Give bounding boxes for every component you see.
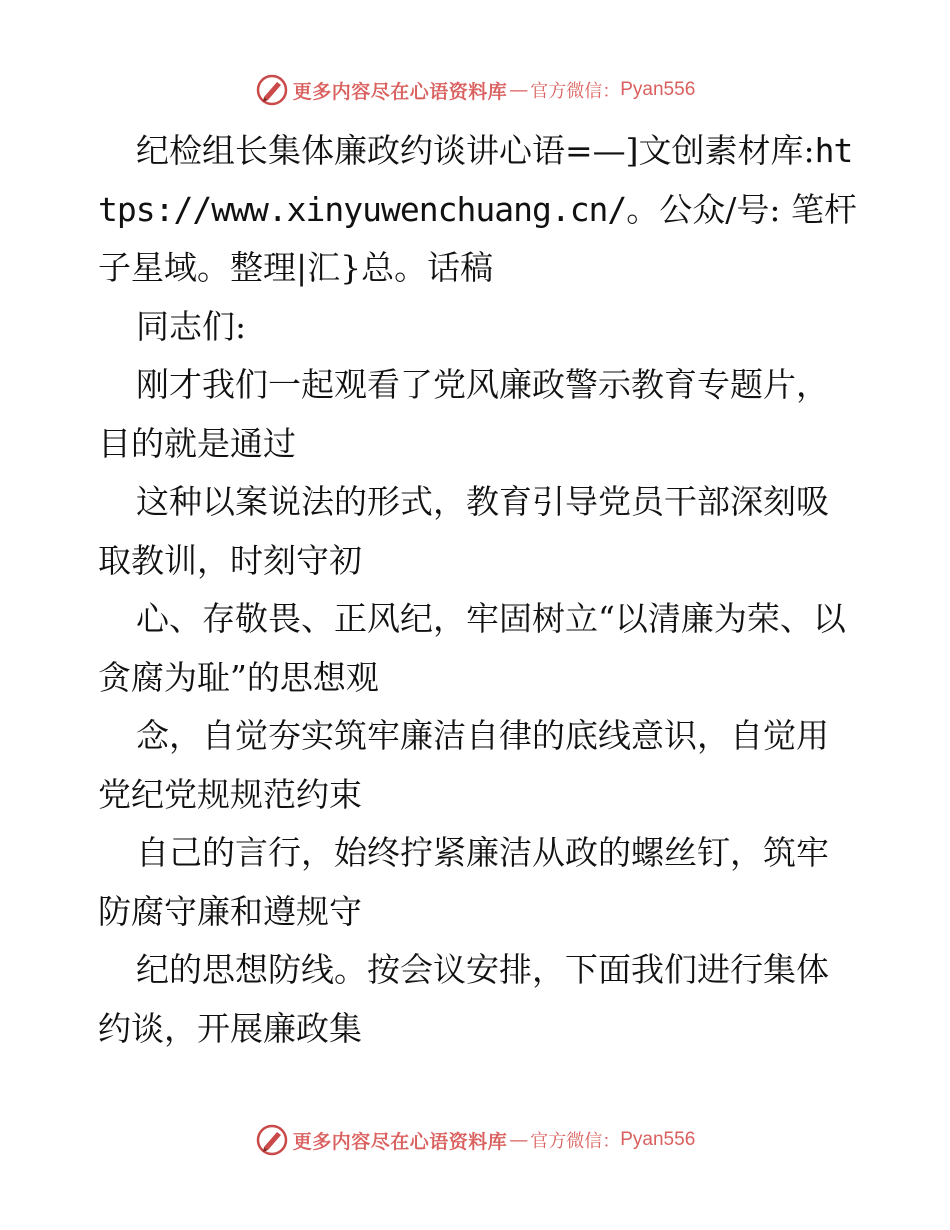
footer-official-label: 官方微信：: [530, 1131, 621, 1152]
document-body: [98, 122, 858, 1058]
footer-watermark: [0, 1120, 950, 1160]
pen-logo-icon: [255, 1123, 289, 1157]
footer-account-id: Pyan556: [620, 1129, 696, 1150]
footer-watermark-text: 更多内容尽在心语资料库: [292, 1130, 508, 1153]
header-official-label: 官方微信：: [530, 81, 621, 102]
title-line-text: 纪检组长集体廉政约谈讲心语=—]文创素材库:: [136, 131, 815, 170]
paragraph-3: 心、存敬畏、正风纪，牢固树立“以清廉为荣、以贪腐为耻”的思想观: [98, 599, 846, 697]
header-account-id: Pyan556: [620, 79, 696, 100]
pen-logo-icon: [255, 73, 289, 107]
paragraph-5: 自己的言行，始终拧紧廉洁从政的螺丝钉，筑牢防腐守廉和遵规守: [98, 833, 829, 931]
paragraph-1: 刚才我们一起观看了党风廉政警示教育专题片，目的就是通过: [98, 365, 829, 463]
footer-dash: —: [509, 1129, 529, 1151]
source-url: https://www.xinyuwenchuang.cn/: [98, 131, 853, 229]
header-watermark-text: 更多内容尽在心语资料库: [292, 80, 508, 103]
title-line: [98, 122, 858, 298]
paragraph-6: 纪的思想防线。按会议安排，下面我们进行集体约谈，开展廉政集: [98, 950, 829, 1048]
title-line-tail: 。公众/号: 笔杆子星域。整理|汇}总。话稿: [98, 189, 858, 287]
header-watermark: [0, 70, 950, 110]
paragraph-4: 念，自觉夯实筑牢廉洁自律的底线意识，自觉用党纪党规规范约束: [98, 716, 829, 814]
paragraph-2: 这种以案说法的形式，教育引导党员干部深刻吸取教训，时刻守初: [98, 482, 829, 580]
greeting: 同志们:: [136, 306, 247, 346]
header-dash: —: [509, 79, 529, 101]
